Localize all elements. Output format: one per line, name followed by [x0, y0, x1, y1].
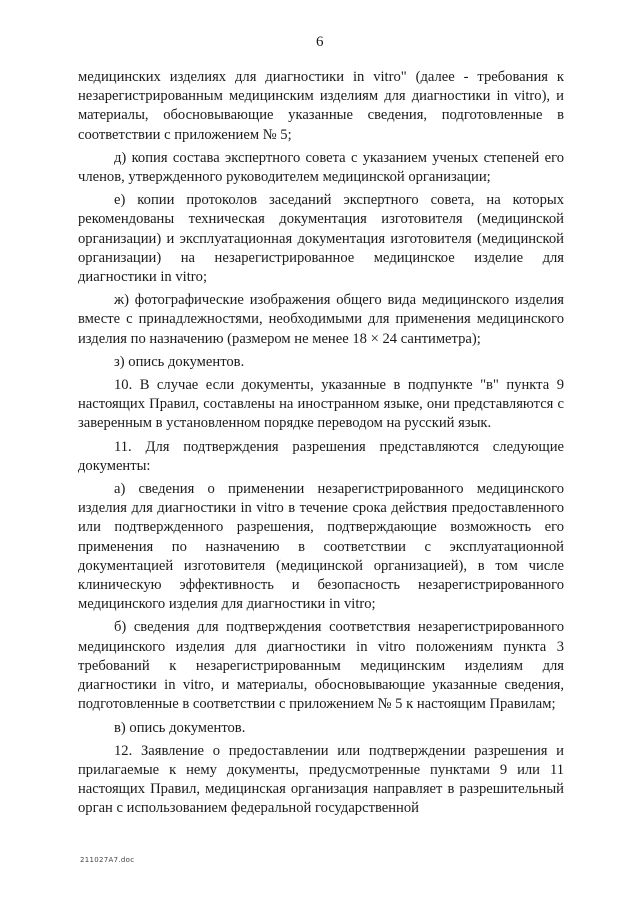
- paragraph-clause-11-a: а) сведения о применении незарегистрированного медицинского изделия для диагностики in vitro в течение срока действия предоставленного или подтвержденного разрешения, подтверждающие возможность его применения по назначению в соответствии с эксплуатационной документацией изготовителя (медицинской организацией), в том числе клиническую эффективность и безопасность незарегистрированного медицинского изделия для диагностики in vitro;: [78, 481, 564, 613]
- paragraph-clause-11-b: б) сведения для подтверждения соответствия незарегистрированного медицинского изделия для диагностики in vitro положениям пункта 3 требований к незарегистрированным медицинским изделиям для диагностики in vitro, и материалы, обосновывающие указанные сведения, подготовленные в соответствии с приложением № 5 к настоящим Правилам;: [78, 619, 564, 713]
- paragraph-clause-10: 10. В случае если документы, указанные в подпункте "в" пункта 9 настоящих Правил, составлены на иностранном языке, они представляются с заверенным в установленном порядке переводом на русский язык.: [78, 377, 564, 432]
- paragraph-item-e: е) копии протоколов заседаний экспертного совета, на которых рекомендованы техническая документация изготовителя (медицинской организации) и эксплуатационная документация изготовителя (медицинской организации) на незарегистрированное медицинское изделие для диагностики in vitro;: [78, 192, 564, 286]
- paragraph-clause-11: 11. Для подтверждения разрешения представляются следующие документы:: [78, 438, 564, 474]
- paragraph-item-d: д) копия состава экспертного совета с указанием ученых степеней его членов, утвержденного руководителем медицинской организации;: [78, 149, 564, 186]
- paragraph-item-zh: ж) фотографические изображения общего вида медицинского изделия вместе с принадлежностями, необходимыми для применения медицинского изделия по назначению (размером не менее 18 × 24 сантиметра);: [78, 292, 564, 347]
- document-body: [78, 68, 564, 823]
- page-number: 6: [316, 34, 324, 50]
- paragraph-item-z: з) опись документов.: [114, 353, 245, 370]
- paragraph-clause-12: 12. Заявление о предоставлении или подтверждении разрешения и прилагаемые к нему документы, предусмотренные пунктами 9 или 11 настоящих Правил, медицинская организация направляет в разрешительный орган с использованием федеральной государственной: [78, 742, 564, 817]
- paragraph-intro-continuation: медицинских изделиях для диагностики in vitro" (далее - требования к незарегистрированным медицинским изделиям для диагностики in vitro), и материалы, обосновывающие указанные сведения, подготовленные в соответствии с приложением № 5;: [78, 69, 564, 143]
- paragraph-clause-11-v: в) опись документов.: [114, 719, 246, 736]
- footer-document-code: 211027А7.doc: [80, 856, 135, 864]
